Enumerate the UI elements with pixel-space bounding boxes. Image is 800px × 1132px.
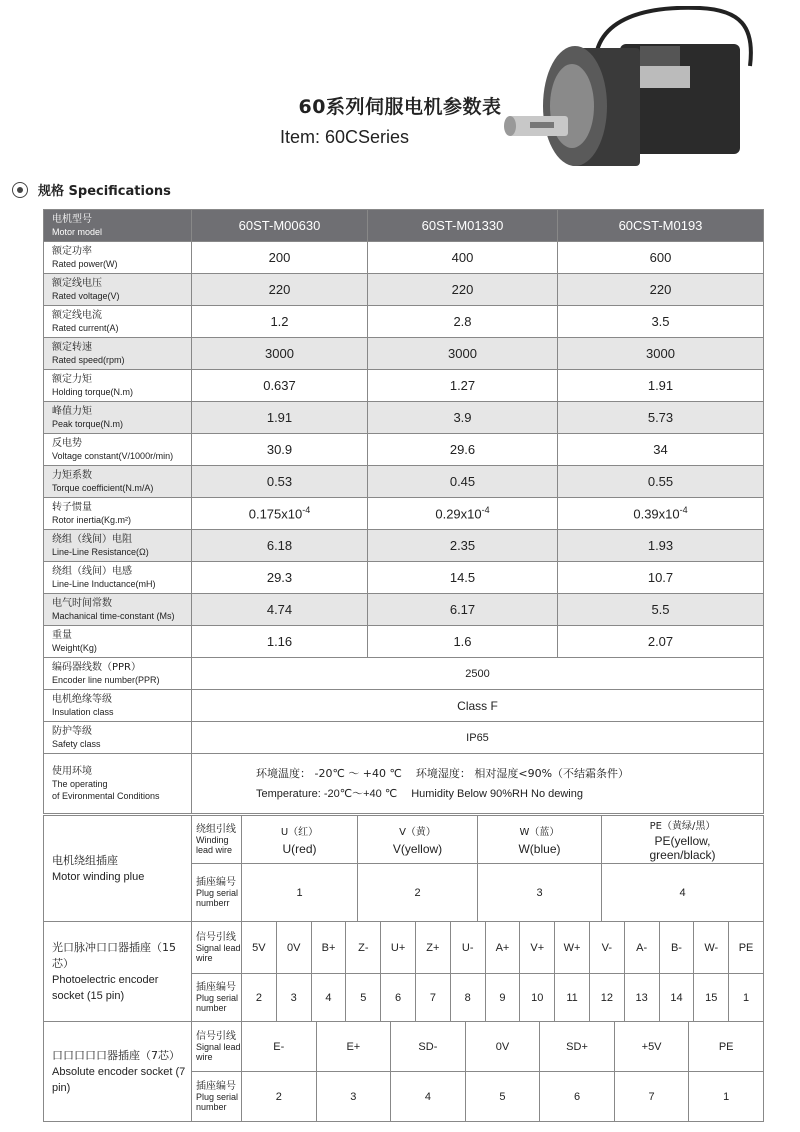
cell: 200 [192, 242, 368, 274]
cell: 1.6 [368, 626, 558, 658]
cell: 2.07 [558, 626, 764, 658]
row-label-en: Rated current(A) [52, 322, 119, 333]
spec-table [43, 209, 764, 814]
winding-table [43, 815, 764, 922]
wire-cell: U（红） U(red) [242, 816, 358, 864]
plug-cell: 7 [614, 1072, 689, 1122]
cell: 30.9 [192, 434, 368, 466]
encoder7-label: 口口口口口器插座（7芯） Absolute encoder socket (7 pin) [44, 1022, 192, 1122]
cell: IP65 [192, 722, 764, 754]
row-label-en: Machanical time-constant (Ms) [52, 610, 175, 621]
signal-cell: E- [242, 1022, 317, 1072]
row-label-cn: 反电势 [52, 437, 82, 449]
signal-cell: Z- [346, 922, 381, 974]
plug-cell: 4 [602, 864, 764, 922]
temp-en: Temperature: -20℃～+40 ℃ [256, 787, 398, 800]
row-label-en: Rated voltage(V) [52, 290, 120, 301]
row-label-cn: 电机绝缘等级 [52, 693, 112, 705]
signal-cell: W+ [555, 922, 590, 974]
row-label-en: Insulation class [52, 706, 114, 717]
humidity-cn: 环境湿度： 相对湿度<90%（不结霜条件） [415, 766, 630, 780]
row-label-en: Motor model [52, 226, 103, 237]
model-header: 60ST-M00630 [192, 210, 368, 242]
signal-cell: B- [659, 922, 694, 974]
table-row [44, 530, 764, 562]
plug-cell: 4 [391, 1072, 466, 1122]
cell: 2.8 [368, 306, 558, 338]
row-label-en: The operating [52, 778, 108, 789]
wire-cell: PE（黄绿/黑） PE(yellow, green/black) [602, 816, 764, 864]
row-label-cn: 重量 [52, 629, 72, 641]
encoder15-table [43, 921, 764, 1022]
signal-cell: SD- [391, 1022, 466, 1072]
table-row [44, 626, 764, 658]
table-row [44, 594, 764, 626]
row-label-cn: 峰值力矩 [52, 405, 92, 417]
cell: 0.637 [192, 370, 368, 402]
page-title: 60系列伺服电机参数表 [298, 96, 502, 118]
cell: 2500 [192, 658, 764, 690]
signal-cell: V+ [520, 922, 555, 974]
cell: 400 [368, 242, 558, 274]
plug-cell: 2 [242, 1072, 317, 1122]
row-label-cn: 绕组（线间）电感 [52, 565, 132, 577]
wire-cell: V（黄） V(yellow) [358, 816, 478, 864]
temp-cn: 环境温度： -20℃ ～ +40 ℃ [256, 766, 402, 780]
cell: Class F [192, 690, 764, 722]
cell: 1.91 [192, 402, 368, 434]
table-row [44, 658, 764, 690]
cell: 5.73 [558, 402, 764, 434]
row-label-en: Voltage constant(V/1000r/min) [52, 450, 174, 461]
row-label-cn: 防护等级 [52, 725, 92, 737]
row-label-cn: 额定线电压 [52, 277, 102, 289]
row-label: 插座编号 Plug serial number [192, 974, 242, 1022]
cell: 14.5 [368, 562, 558, 594]
table-row [44, 498, 764, 530]
encoder15-label: 光口脉冲口口器插座（15芯） Photoelectric encoder socket (15 pin) [44, 922, 192, 1022]
signal-cell: A- [624, 922, 659, 974]
cell: 0.53 [192, 466, 368, 498]
row-label-en: Holding torque(N.m) [52, 386, 134, 397]
cell: 29.3 [192, 562, 368, 594]
cell: 6.17 [368, 594, 558, 626]
row-label-en: Safety class [52, 738, 101, 749]
page-subtitle: Item: 60CSeries [280, 127, 410, 147]
cell: 4.74 [192, 594, 368, 626]
plug-cell: 2 [358, 864, 478, 922]
table-row [44, 306, 764, 338]
signal-cell: W- [694, 922, 729, 974]
cell: 0.55 [558, 466, 764, 498]
plug-cell: 11 [555, 974, 590, 1022]
row-label-cn: 额定力矩 [52, 373, 92, 385]
cell: 3.9 [368, 402, 558, 434]
signal-cell: U+ [381, 922, 416, 974]
table-header-row [44, 210, 764, 242]
signal-cell: Z+ [415, 922, 450, 974]
cell: 1.91 [558, 370, 764, 402]
cell: 1.27 [368, 370, 558, 402]
cell: 1.16 [192, 626, 368, 658]
cell: 220 [368, 274, 558, 306]
row-label-cn: 电气时间常数 [52, 597, 112, 609]
cell: 34 [558, 434, 764, 466]
environment-row [44, 754, 764, 814]
cell: $0.175x10^{-4}$ [192, 498, 368, 530]
humidity-en: Humidity Below 90%RH No dewing [411, 787, 583, 800]
plug-cell: 10 [520, 974, 555, 1022]
wire-cell: W（蓝） W(blue) [478, 816, 602, 864]
row-label-en: of Evironmental Conditions [52, 790, 160, 801]
plug-cell: 1 [242, 864, 358, 922]
row-label: 信号引线 Signal lead wire [192, 922, 242, 974]
signal-cell: U- [450, 922, 485, 974]
cell: 10.7 [558, 562, 764, 594]
table-row [44, 242, 764, 274]
row-label-en: Weight(Kg) [52, 642, 97, 653]
table-row [44, 562, 764, 594]
cell: 0.45 [368, 466, 558, 498]
signal-cell: 0V [465, 1022, 540, 1072]
signal-cell: A+ [485, 922, 520, 974]
row-label-en: Peak torque(N.m) [52, 418, 124, 429]
row-label: 信号引线 Signal lead wire [192, 1022, 242, 1072]
row-label: 绕组引线 Winding lead wire [192, 816, 242, 864]
signal-cell: PE [729, 922, 764, 974]
table-row [44, 722, 764, 754]
section-title: 规格 Specifications [38, 184, 171, 199]
signal-cell: 0V [276, 922, 311, 974]
plug-cell: 12 [589, 974, 624, 1022]
table-row [44, 466, 764, 498]
plug-cell: 1 [729, 974, 764, 1022]
cell: 3000 [558, 338, 764, 370]
cell: 3.5 [558, 306, 764, 338]
cell: 6.18 [192, 530, 368, 562]
signal-cell: +5V [614, 1022, 689, 1072]
plug-cell: 9 [485, 974, 520, 1022]
plug-cell: 4 [311, 974, 346, 1022]
row-label-en: Rated power(W) [52, 258, 118, 269]
row-label-cn: 力矩系数 [52, 469, 92, 481]
row-label-cn: 额定转速 [52, 341, 92, 353]
signal-cell: 5V [242, 922, 277, 974]
row-label-en: Line-Line Resistance(Ω) [52, 546, 149, 557]
plug-cell: 3 [316, 1072, 391, 1122]
plug-cell: 5 [465, 1072, 540, 1122]
cell: 600 [558, 242, 764, 274]
signal-cell: B+ [311, 922, 346, 974]
plug-cell: 15 [694, 974, 729, 1022]
cell: 1.2 [192, 306, 368, 338]
row-label-cn: 使用环境 [52, 765, 92, 777]
signal-cell: SD+ [540, 1022, 615, 1072]
table-row [44, 370, 764, 402]
cell: $0.39x10^{-4}$ [558, 498, 764, 530]
plug-cell: 2 [242, 974, 277, 1022]
row-label: 插座编号 Plug serial numberr [192, 864, 242, 922]
cell: 1.93 [558, 530, 764, 562]
radio-bullet-icon [12, 182, 28, 198]
table-row [44, 274, 764, 306]
row-label-cn: 绕组（线间）电阻 [52, 533, 132, 545]
plug-cell: 3 [276, 974, 311, 1022]
signal-cell: V- [589, 922, 624, 974]
row-label-cn: 电机型号 [52, 213, 92, 225]
row-label-cn: 转子惯量 [52, 501, 92, 513]
cell: 5.5 [558, 594, 764, 626]
cell: 2.35 [368, 530, 558, 562]
model-header: 60CST-M0193 [558, 210, 764, 242]
table-row [44, 434, 764, 466]
plug-cell: 3 [478, 864, 602, 922]
table-row [44, 402, 764, 434]
plug-cell: 6 [540, 1072, 615, 1122]
cell: 220 [558, 274, 764, 306]
row-label-cn: 编码器线数（PPR） [52, 661, 142, 673]
plug-cell: 14 [659, 974, 694, 1022]
table-row [44, 338, 764, 370]
cell: $0.29x10^{-4}$ [368, 498, 558, 530]
cell: 220 [192, 274, 368, 306]
row-label-en: Torque coefficient(N.m/A) [52, 482, 154, 493]
environment-cell [192, 754, 764, 814]
row-label: 插座编号 Plug serial number [192, 1072, 242, 1122]
plug-cell: 8 [450, 974, 485, 1022]
row-label-en: Encoder line number(PPR) [52, 674, 160, 685]
signal-cell: PE [689, 1022, 764, 1072]
model-header: 60ST-M01330 [368, 210, 558, 242]
plug-cell: 5 [346, 974, 381, 1022]
plug-cell: 1 [689, 1072, 764, 1122]
plug-cell: 7 [415, 974, 450, 1022]
table-row [44, 690, 764, 722]
cell: 3000 [192, 338, 368, 370]
cell: 29.6 [368, 434, 558, 466]
plug-cell: 6 [381, 974, 416, 1022]
row-label-cn: 额定功率 [52, 245, 92, 257]
signal-cell: E+ [316, 1022, 391, 1072]
cell: 3000 [368, 338, 558, 370]
row-label-en: Rotor inertia(Kg.m²) [52, 514, 132, 525]
encoder7-table [43, 1021, 764, 1122]
winding-label: 电机绕组插座 Motor winding plue [44, 816, 192, 922]
section-heading [12, 180, 171, 199]
row-label-cn: 额定线电流 [52, 309, 102, 321]
row-label-en: Line-Line Inductance(mH) [52, 578, 156, 589]
row-label-en: Rated speed(rpm) [52, 354, 125, 365]
plug-cell: 13 [624, 974, 659, 1022]
